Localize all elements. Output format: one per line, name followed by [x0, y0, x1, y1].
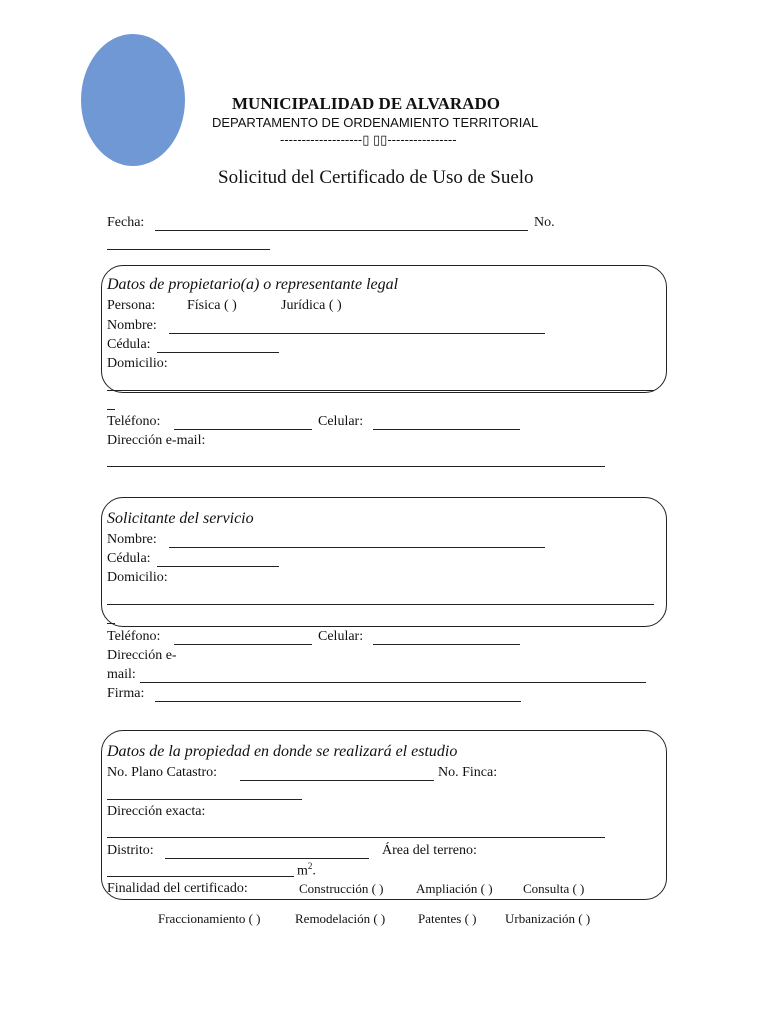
option-urbanizacion[interactable]: Urbanización ( ) [505, 911, 591, 926]
applicant-domicilio-field[interactable] [107, 604, 654, 605]
finca-field[interactable] [107, 799, 302, 800]
applicant-heading: Solicitante del servicio [107, 510, 254, 527]
option-ampliacion[interactable]: Ampliación ( ) [416, 881, 493, 896]
direccion-label: Dirección exacta: [107, 804, 206, 819]
department-name: DEPARTAMENTO DE ORDENAMIENTO TERRITORIAL [212, 115, 539, 130]
municipal-seal [81, 34, 185, 166]
option-fraccionamiento[interactable]: Fraccionamiento ( ) [158, 911, 261, 926]
property-heading: Datos de la propiedad en donde se realizará el estudio [107, 743, 458, 760]
option-consulta[interactable]: Consulta ( ) [523, 881, 585, 896]
option-patentes[interactable]: Patentes ( ) [418, 911, 477, 926]
fecha-field[interactable] [155, 230, 528, 231]
page-title: Solicitud del Certificado de Uso de Suelo [218, 167, 534, 188]
owner-nombre-field[interactable] [169, 333, 545, 334]
applicant-domicilio-field-overflow [107, 623, 115, 624]
owner-celular-label: Celular: [318, 414, 364, 429]
owner-cedula-field[interactable] [157, 352, 279, 353]
no-field[interactable] [107, 249, 270, 250]
org-name: MUNICIPALIDAD DE ALVARADO [232, 94, 500, 113]
no-label: No. [534, 215, 555, 230]
juridica-option[interactable]: Jurídica ( ) [281, 298, 342, 313]
applicant-email-label: Dirección e- [107, 648, 177, 663]
applicant-nombre-label: Nombre: [107, 532, 157, 547]
finca-label: No. Finca: [438, 765, 498, 780]
applicant-nombre-field[interactable] [169, 547, 545, 548]
applicant-telefono-label: Teléfono: [107, 629, 161, 644]
fecha-label: Fecha: [107, 215, 145, 230]
applicant-cedula-label: Cédula: [107, 551, 151, 566]
applicant-firma-label: Firma: [107, 686, 145, 701]
owner-telefono-label: Teléfono: [107, 414, 161, 429]
header-separator: -------------------▯ ▯▯---------------- [280, 132, 457, 147]
applicant-firma-field[interactable] [155, 701, 521, 702]
owner-domicilio-field[interactable] [107, 390, 654, 391]
applicant-telefono-field[interactable] [174, 644, 312, 645]
plano-field[interactable] [240, 780, 434, 781]
applicant-domicilio-label: Domicilio: [107, 570, 168, 585]
owner-domicilio-field-overflow [107, 409, 115, 410]
owner-telefono-field[interactable] [174, 429, 312, 430]
area-field[interactable] [107, 876, 294, 877]
fisica-option[interactable]: Física ( ) [187, 298, 237, 313]
distrito-field[interactable] [165, 858, 369, 859]
owner-cedula-label: Cédula: [107, 337, 151, 352]
owner-nombre-label: Nombre: [107, 318, 157, 333]
applicant-email-field[interactable] [140, 682, 646, 683]
owner-email-field[interactable] [107, 466, 605, 467]
owner-domicilio-label: Domicilio: [107, 356, 168, 371]
area-label: Área del terreno: [382, 843, 477, 858]
area-unit: $m^2$. [297, 861, 316, 879]
finalidad-label: Finalidad del certificado: [107, 881, 248, 896]
option-remodelacion[interactable]: Remodelación ( ) [295, 911, 386, 926]
direccion-field[interactable] [107, 837, 605, 838]
option-construccion[interactable]: Construcción ( ) [299, 881, 384, 896]
persona-label: Persona: [107, 298, 156, 313]
applicant-cedula-field[interactable] [157, 566, 279, 567]
applicant-email-label-cont: mail: [107, 667, 136, 682]
plano-label: No. Plano Catastro: [107, 765, 218, 780]
owner-celular-field[interactable] [373, 429, 520, 430]
applicant-celular-label: Celular: [318, 629, 364, 644]
owner-heading: Datos de propietario(a) o representante legal [107, 276, 399, 293]
applicant-celular-field[interactable] [373, 644, 520, 645]
distrito-label: Distrito: [107, 843, 154, 858]
owner-email-label: Dirección e-mail: [107, 433, 206, 448]
